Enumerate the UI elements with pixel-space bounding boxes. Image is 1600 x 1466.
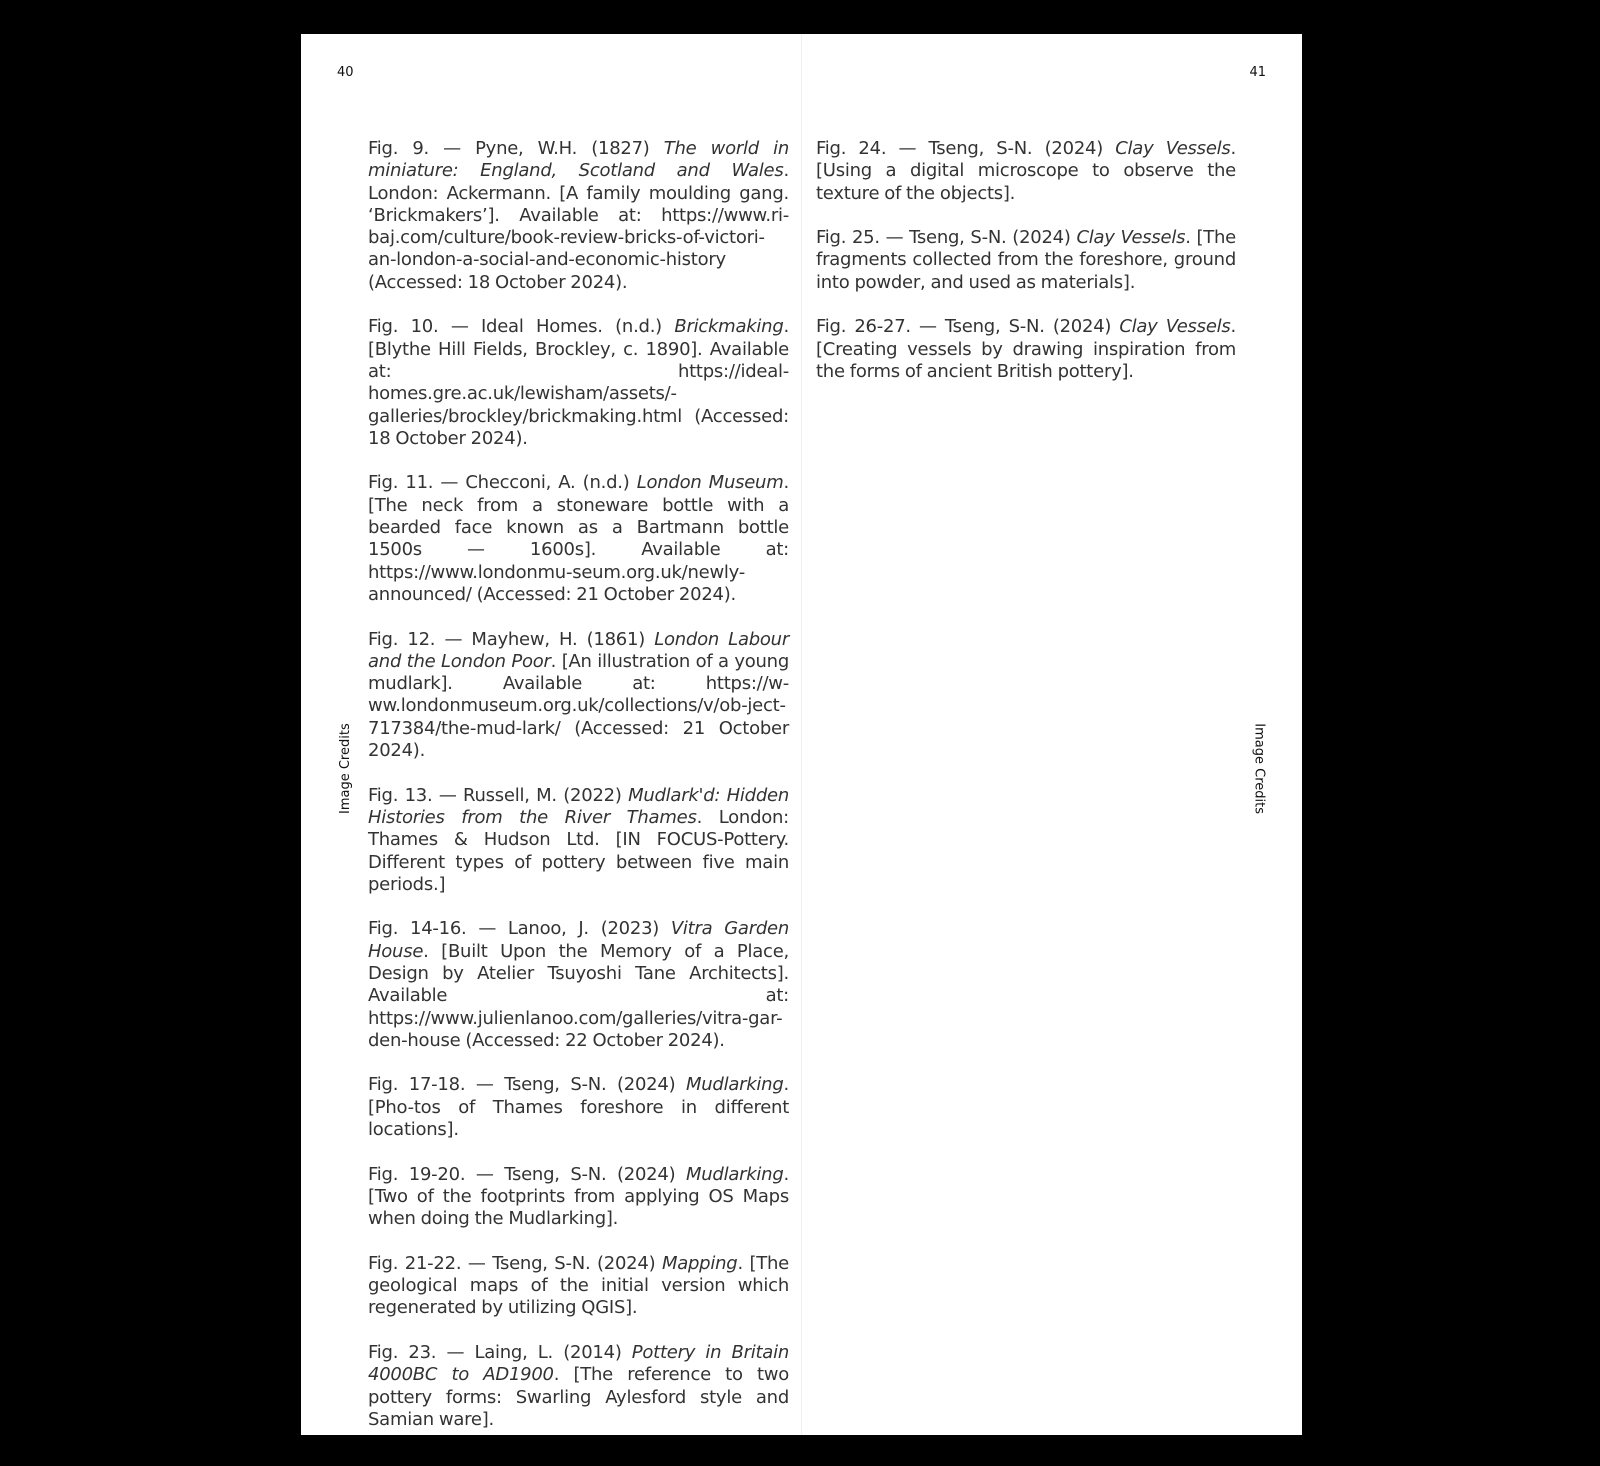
credit-entry: Fig. 10. — Ideal Homes. (n.d.) Brickmaking. [Blythe Hill Fields, Brockley, c. 1890]. Available at: https://ideal-homes.gre.ac.uk/lewisham/assets/-galleries/brockley/brickmaking.html (Accessed: 18 October 2024). — [368, 316, 789, 449]
credit-entry: Fig. 12. — Mayhew, H. (1861) London Labour and the London Poor. [An illustration of a young mudlark]. Available at: https://w-ww.londonmuseum.org.uk/collections/v/ob-ject-717384/the-mud-lark/ (Accessed: 21 October 2024). — [368, 628, 789, 762]
credit-entry: Fig. 14-16. — Lanoo, J. (2023) Vitra Garden House. [Built Upon the Memory of a Place, Design by Atelier Tsuyoshi Tane Architects]. Available at: https://www.julienlanoo.com/galleries/vitra-gar-den-house (Accessed: 22 October 2024). — [368, 918, 789, 1051]
credit-entry: Fig. 23. — Laing, L. (2014) Pottery in Britain 4000BC to AD1900. [The reference to two pottery forms: Swarling Aylesford style and Samian ware]. — [368, 1342, 789, 1430]
section-label: Image Credits — [338, 723, 353, 814]
credit-entry: Fig. 21-22. — Tseng, S-N. (2024) Mapping. [The geological maps of the initial version which regenerated by utilizing QGIS]. — [368, 1252, 789, 1319]
credit-entry: Fig. 9. — Pyne, W.H. (1827) The world in miniature: England, Scotland and Wales. London: Ackermann. [A family moulding gang. ‘Brickmakers’]. Available at: https://www.ri-baj.com/culture/book-review-bricks-of-victori-an-london-a-social-and-economic-history (Accessed: 18 October 2024). — [368, 138, 789, 293]
credit-entry: Fig. 19-20. — Tseng, S-N. (2024) Mudlarking. [Two of the footprints from applying OS Maps when doing the Mudlarking]. — [368, 1163, 789, 1230]
credit-entry: Fig. 11. — Checconi, A. (n.d.) London Museum. [The neck from a stoneware bottle with a bearded face known as a Bartmann bottle 1500s — 1600s]. Available at: https://www.londonmu-seum.org.uk/newly-announced/ (Accessed: 21 October 2024). — [368, 472, 789, 605]
credit-entry: Fig. 13. — Russell, M. (2022) Mudlark'd: Hidden Histories from the River Thames. London: Thames & Hudson Ltd. [IN FOCUS-Pottery. Different types of pottery between five main periods.] — [368, 784, 790, 895]
credit-entry: Fig. 24. — Tseng, S-N. (2024) Clay Vessels. [Using a digital microscope to observe the texture of the objects]. — [816, 138, 1236, 204]
section-label: Image Credits — [1252, 723, 1267, 814]
credits-list — [816, 138, 1236, 406]
credit-entry: Fig. 17-18. — Tseng, S-N. (2024) Mudlarking. [Pho-tos of Thames foreshore in different locations]. — [368, 1074, 789, 1141]
page-spread — [301, 34, 1302, 1435]
page-number: 41 — [1249, 65, 1266, 80]
credits-list — [368, 138, 789, 1454]
credit-entry: Fig. 25. — Tseng, S-N. (2024) Clay Vessels. [The fragments collected from the foreshore, ground into powder, and used as materials]. — [816, 227, 1237, 293]
page-number: 40 — [337, 65, 354, 80]
left-page — [301, 34, 801, 1435]
credit-entry: Fig. 26-27. — Tseng, S-N. (2024) Clay Vessels. [Creating vessels by drawing inspiration from the forms of ancient British pottery]. — [816, 316, 1236, 382]
right-page — [801, 34, 1302, 1435]
